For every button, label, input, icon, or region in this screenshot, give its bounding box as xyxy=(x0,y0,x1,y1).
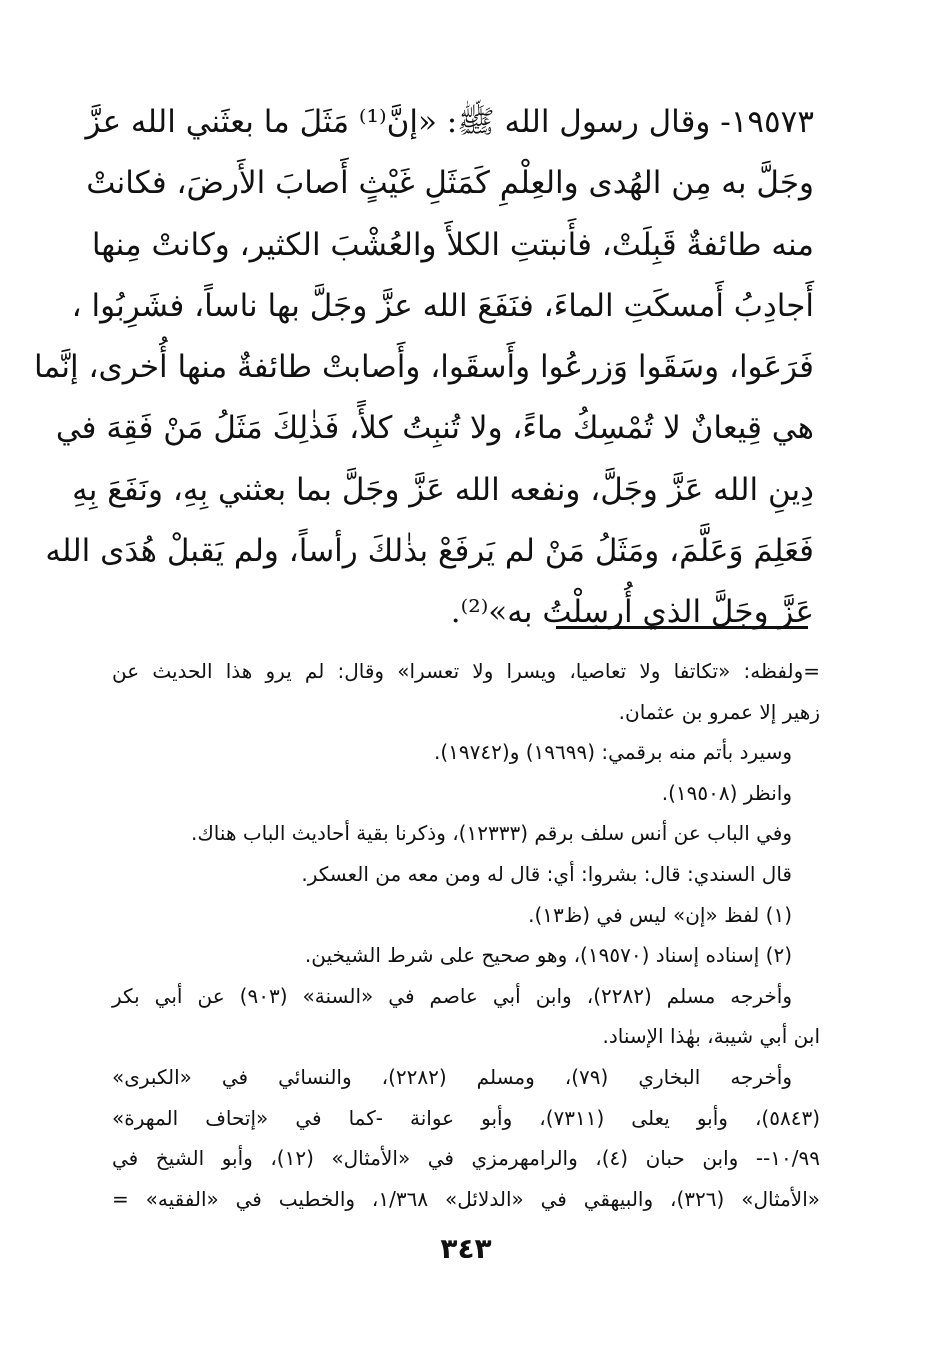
bukhari-note xyxy=(112,1057,820,1219)
see-also-note: وانظر (١٩٥٠٨). xyxy=(661,780,792,805)
footnote-1: (١) لفظ «إن» ليس في (ظ١٣). xyxy=(528,902,792,927)
sindi-note: قال السندي: قال: بشروا: أي: قال له ومن معه من العسكر. xyxy=(301,861,792,886)
note-line: وأخرجه البخاري (٧٩)، ومسلم (٢٢٨٢)، والنسائي في «الكبرى» xyxy=(112,1064,793,1089)
footnote-separator xyxy=(556,626,808,629)
note-line: =ولفظه: «تكاتفا ولا تعاصيا، ويسرا ولا تعسرا» وقال: لم يرو هذا الحديث عن xyxy=(112,659,820,683)
muslim-note xyxy=(112,976,820,1057)
hadith-line: منه طائفةٌ قَبِلَتْ، فأَنبتتِ الكلأَ والعُشْبَ الكثير، وكانتْ مِنها xyxy=(91,226,814,263)
hadith-line: فَعَلِمَ وَعَلَّمَ، ومَثَلُ مَنْ لم يَرفَعْ بذٰلكَ رأساً، ولم يَقبلْ هُدَى الله xyxy=(45,533,814,570)
footnotes xyxy=(112,651,820,1219)
chapter-note: وفي الباب عن أنس سلف برقم (١٢٣٣٣)، وذكرنا بقية أحاديث الباب هناك. xyxy=(190,821,792,846)
hadith-line: أَجادِبُ أَمسكَتِ الماءَ، فنَفَعَ الله عزَّ وجَلَّ بها ناساً، فشَرِبُوا ، xyxy=(71,287,814,324)
note-line: ابن أبي شيبة، بهٰذا الإسناد. xyxy=(602,1024,820,1049)
note-line: زهير إلا عمرو بن عثمان. xyxy=(618,699,820,724)
note-line: (٥٨٤٣)، وأبو يعلى (٧٣١١)، وأبو عوانة -كما في «إتحاف المهرة» xyxy=(112,1105,820,1130)
footnote-2: (٢) إسناده إسناد (١٩٥٧٠)، وهو صحيح على شرط الشيخين. xyxy=(304,943,792,968)
hadith-line: ١٩٥٧٣- وقال رسول الله ﷺ: «إنَّ⁽¹⁾ مَثَلَ ما بعثَني الله عزَّ xyxy=(85,104,814,140)
see-more-note: وسيرد بأتم منه برقمي: (١٩٦٩٩) و(١٩٧٤٢). xyxy=(434,740,792,765)
note-line: وأخرجه مسلم (٢٢٨٢)، وابن أبي عاصم في «السنة» (٩٠٣) عن أبي بكر xyxy=(112,983,793,1008)
hadith-line: فَرَعَوا، وسَقَوا وَزرعُوا وأَسقَوا، وأَصابتْ طائفةٌ منها أُخرى، إنَّما xyxy=(34,349,814,386)
page-number: ٣٤٣ xyxy=(440,1232,492,1265)
continued-note xyxy=(112,651,820,732)
hadith-line: وجَلَّ به مِن الهُدى والعِلْمِ كَمَثَلِ غَيْثٍ أَصابَ الأَرضَ، فكانتْ xyxy=(86,165,814,202)
hadith-line: دِينِ الله عَزَّ وجَلَّ، ونفعه الله عَزَّ وجَلَّ بما بعثني بِهِ، ونَفَعَ بِهِ xyxy=(72,471,814,508)
hadith-text xyxy=(34,92,814,644)
note-line: ١٠/٩٩-- وابن حبان (٤)، والرامهرمزي في «الأمثال» (١٢)، وأبو الشيخ في xyxy=(112,1146,820,1171)
hadith-line: عَزَّ وجَلَّ الذي أُرسِلْتُ به»⁽²⁾. xyxy=(450,594,814,631)
note-line: «الأمثال» (٣٢٦)، والبيهقي في «الدلائل» ١/٣٦٨، والخطيب في «الفقيه» = xyxy=(112,1186,821,1211)
hadith-line: هي قِيعانٌ لا تُمْسِكُ ماءً، ولا تُنبِتُ كلأً، فَذٰلِكَ مَثَلُ مَنْ فَقِهَ في xyxy=(55,410,814,447)
